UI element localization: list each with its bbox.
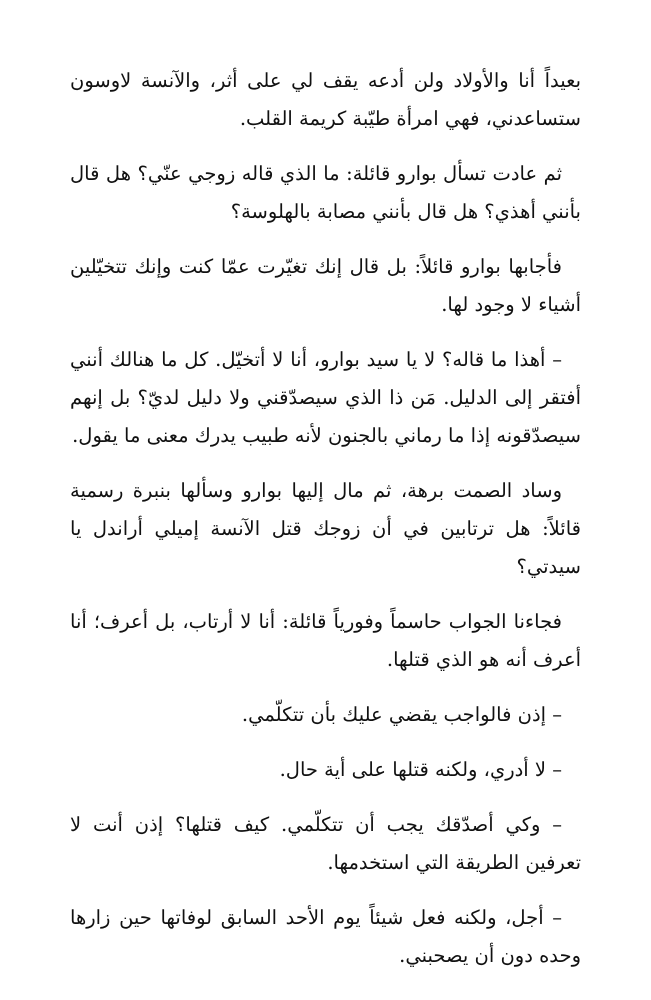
paragraph-3: فأجابها بوارو قائلاً: بل قال إنك تغيّرت عمّا كنت وإنك تتخيّلين أشياء لا وجود لها. [70,255,581,316]
paragraph-8: – لا أدري، ولكنه قتلها على أية حال. [279,758,562,781]
paragraph-2: ثم عادت تسأل بوارو قائلة: ما الذي قاله زوجي عنّي؟ هل قال بأنني أهذي؟ هل قال بأنني مصابة بالهلوسة؟ [70,162,581,223]
paragraph-5: وساد الصمت برهة، ثم مال إليها بوارو وسألها بنبرة رسمية قائلاً: هل ترتابين في أن زوجك قتل الآنسة إميلي أراندل يا سيدتي؟ [70,479,581,578]
paragraph-9: – وكي أصدّقك يجب أن تتكلّمي. كيف قتلها؟ إذن أنت لا تعرفين الطريقة التي استخدمها. [70,813,581,874]
paragraph-7: – إذن فالواجب يقضي عليك بأن تتكلّمي. [241,703,562,726]
paragraph-4: – أهذا ما قاله؟ لا يا سيد بوارو، أنا لا أتخيّل. كل ما هنالك أنني أفتقر إلى الدليل. مَن ذا الذي سيصدّقني ولا دليل لديّ؟ بل إنهم سيصدّقونه إذا ما رماني بالجنون لأنه طبيب يدرك معنى ما يقول. [70,348,581,447]
paragraph-10: – أجل، ولكنه فعل شيئاً يوم الأحد السابق لوفاتها حين زارها وحده دون أن يصحبني. [70,906,581,967]
paragraph-6: فجاءنا الجواب حاسماً وفورياً قائلة: أنا لا أرتاب، بل أعرف؛ أنا أعرف أنه هو الذي قتلها. [70,610,581,671]
paragraph-1: بعيداً أنا والأولاد ولن أدعه يقف لي على أثر، والآنسة لاوسون ستساعدني، فهي امرأة طيّبة كريمة القلب. [70,69,581,130]
